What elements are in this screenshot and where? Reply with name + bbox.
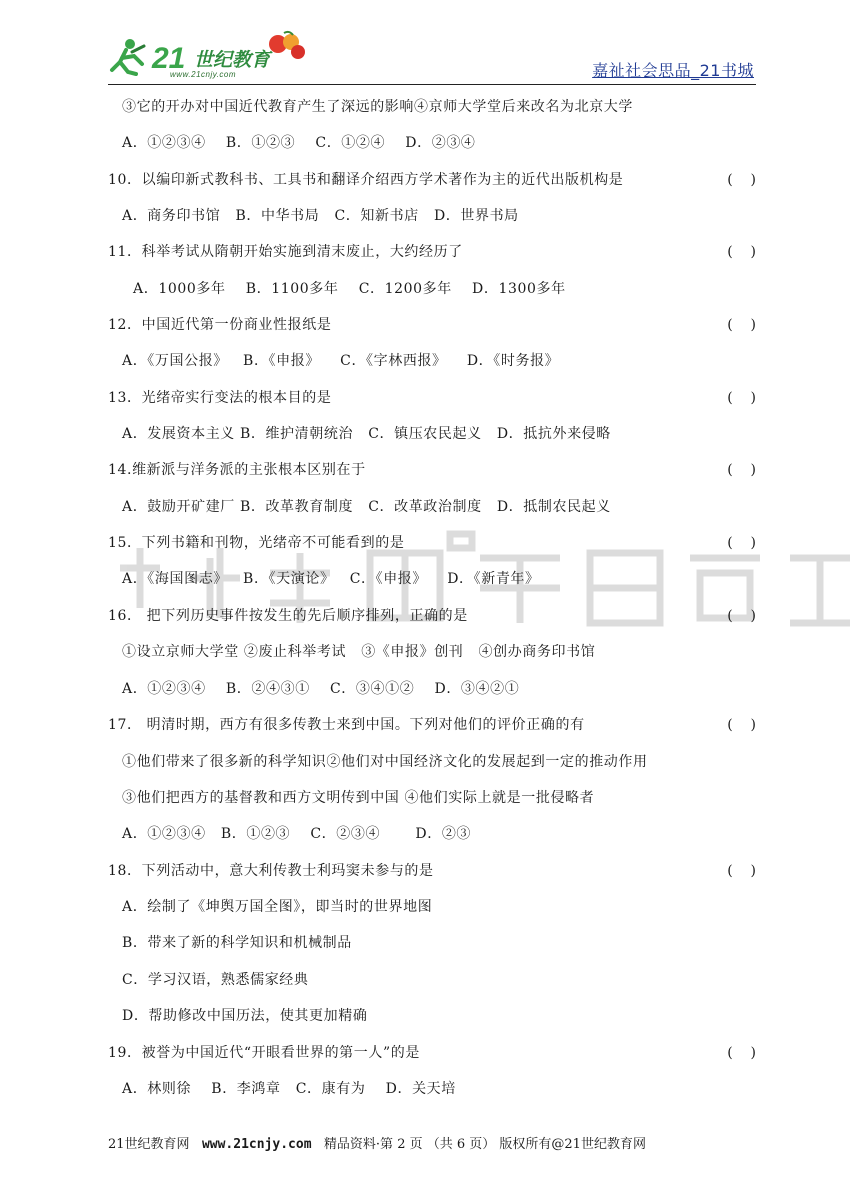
footer-right: 精品资料·第 2 页 （共 6 页） 版权所有@21世纪教育网 [311, 1137, 646, 1152]
footer-url[interactable]: www.21cnjy.com [201, 1137, 312, 1152]
q19-options: A．林则徐 B．李鸿章 C．康有为 D．关天培 [122, 1081, 456, 1097]
q12-answer-paren: ( ) [727, 317, 756, 333]
svg-text:世纪教育: 世纪教育 [194, 49, 271, 71]
q18-option-d: D．帮助修改中国历法，使其更加精确 [122, 1008, 368, 1024]
q9-options: A．①②③④ B．①②③ C．①②④ D．②③④ [122, 135, 476, 151]
logo-url: www.21cnjy.com [170, 70, 236, 79]
q18-stem: 18．下列活动中，意大利传教士利玛窦未参与的是 [108, 863, 434, 879]
q18-option-b: B．带来了新的科学知识和机械制品 [122, 935, 352, 951]
q17-statement-2: ③他们把西方的基督教和西方文明传到中国 ④他们实际上就是一批侵略者 [122, 790, 595, 806]
q18-answer-paren: ( ) [727, 863, 756, 879]
q14-stem: 14.维新派与洋务派的主张根本区别在于 [108, 462, 366, 478]
q15-answer-paren: ( ) [727, 535, 756, 551]
q10-options: A．商务印书馆 B．中华书局 C．知新书店 D．世界书局 [122, 208, 519, 224]
q17-answer-paren: ( ) [727, 717, 756, 733]
q19-stem: 19．被誉为中国近代“开眼看世界的第一人”的是 [108, 1045, 420, 1061]
q12-stem: 12．中国近代第一份商业性报纸是 [108, 317, 332, 333]
q13-answer-paren: ( ) [727, 390, 756, 406]
q19-answer-paren: ( ) [727, 1045, 756, 1061]
q17-stem: 17． 明清时期，西方有很多传教士来到中国。下列对他们的评价正确的有 [108, 717, 585, 733]
q10-stem: 10．以编印新式教科书、工具书和翻译介绍西方学术著作为主的近代出版机构是 [108, 172, 624, 188]
footer-left: 21世纪教育网 [108, 1137, 202, 1152]
q12-options: A．《万国公报》 B．《申报》 C．《字林西报》 D．《时务报》 [122, 353, 560, 369]
q18-option-c: C．学习汉语，熟悉儒家经典 [122, 972, 309, 988]
q15-options: A．《海国图志》 B．《天演论》 C．《申报》 D．《新青年》 [122, 571, 540, 587]
q17-statement-1: ①他们带来了很多新的科学知识②他们对中国经济文化的发展起到一定的推动作用 [122, 754, 648, 770]
brand-link[interactable]: 嘉祉社会思品_21书城 [592, 61, 754, 80]
q10-answer-paren: ( ) [727, 172, 756, 188]
q14-answer-paren: ( ) [727, 462, 756, 478]
q16-options: A．①②③④ B．②④③① C．③④①② D．③④②① [122, 681, 520, 697]
q11-stem: 11．科举考试从隋朝开始实施到清末废止，大约经历了 [108, 244, 463, 260]
q14-options: A．鼓励开矿建厂 B．改革教育制度 C．改革政治制度 D．抵制农民起义 [122, 499, 611, 515]
q16-items: ①设立京师大学堂 ②废止科举考试 ③《申报》创刊 ④创办商务印书馆 [122, 644, 596, 660]
q16-stem: 16． 把下列历史事件按发生的先后顺序排列，正确的是 [108, 608, 468, 624]
page-footer [108, 1134, 756, 1156]
q13-options: A．发展资本主义 B．维护清朝统治 C．镇压农民起义 D．抵抗外来侵略 [122, 426, 611, 442]
svg-text:21: 21 [152, 42, 186, 75]
q11-options: A．1000多年 B．1100多年 C．1200多年 D．1300多年 [128, 281, 566, 297]
q15-stem: 15．下列书籍和刊物，光绪帝不可能看到的是 [108, 535, 405, 551]
q13-stem: 13．光绪帝实行变法的根本目的是 [108, 390, 332, 406]
q11-answer-paren: ( ) [727, 244, 756, 260]
q9-statement-cont: ③它的开办对中国近代教育产生了深远的影响④京师大学堂后来改名为北京大学 [122, 99, 633, 115]
q18-option-a: A．绘制了《坤舆万国全图》，即当时的世界地图 [122, 899, 433, 915]
q16-answer-paren: ( ) [727, 608, 756, 624]
q17-options: A．①②③④ B．①②③ C．②③④ D．②③ [122, 826, 472, 842]
